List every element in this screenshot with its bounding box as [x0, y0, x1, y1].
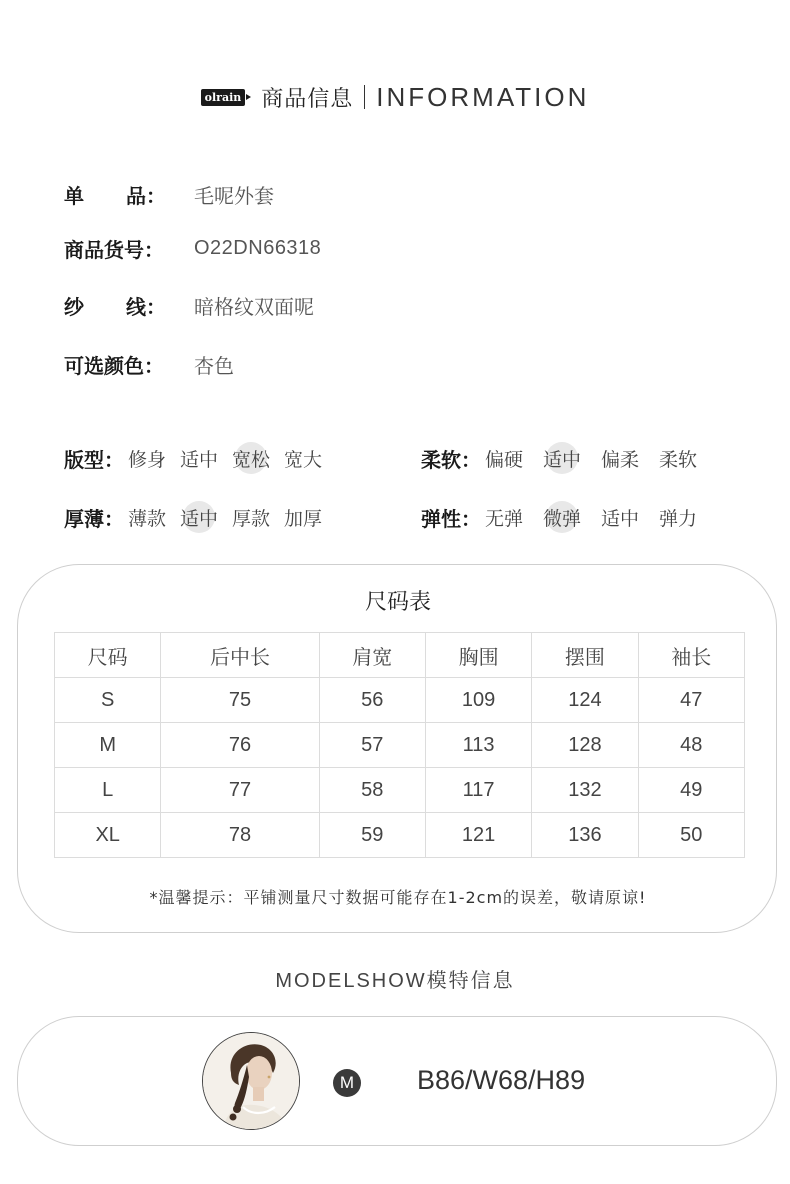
info-row-sku	[64, 233, 321, 263]
table-cell: 76	[161, 723, 319, 768]
attr-option-selected: 宽松	[232, 445, 270, 472]
size-table-header-cell: 肩宽	[319, 633, 425, 678]
attr-elasticity	[421, 502, 697, 532]
table-cell: 50	[638, 813, 744, 858]
model-section-title	[0, 964, 790, 993]
model-size-badge: M	[333, 1069, 361, 1097]
model-title-cn: 模特信息	[426, 968, 515, 992]
size-table-header-cell: 袖长	[638, 633, 744, 678]
attr-option-selected: 适中	[180, 504, 218, 531]
table-cell: 48	[638, 723, 744, 768]
attr-option: 薄款	[128, 507, 167, 530]
info-label-char: 纱	[64, 294, 84, 319]
size-table	[54, 632, 745, 858]
attr-option: 偏柔	[601, 448, 640, 471]
attr-fit	[64, 443, 322, 473]
table-cell: 124	[532, 678, 638, 723]
table-row	[55, 723, 745, 768]
attr-thickness	[64, 502, 322, 532]
size-table-header-cell: 摆围	[532, 633, 638, 678]
size-table-header	[55, 633, 745, 678]
attr-option: 适中	[180, 448, 219, 471]
table-cell: 75	[161, 678, 319, 723]
size-table-header-cell: 后中长	[161, 633, 319, 678]
attr-option-selected: 微弹	[543, 504, 581, 531]
attr-option: 加厚	[284, 507, 323, 530]
play-icon	[246, 94, 251, 100]
attr-option: 弹力	[659, 507, 698, 530]
attr-label-softness: 柔软：	[421, 447, 481, 472]
table-cell: 57	[319, 723, 425, 768]
table-cell: 113	[425, 723, 531, 768]
size-chart-note: *温馨提示：平铺测量尺寸数据可能存在1-2cm的误差，敬请原谅!	[149, 888, 647, 907]
info-label-color: 可选颜色：	[64, 353, 164, 378]
table-row	[55, 768, 745, 813]
table-cell: 121	[425, 813, 531, 858]
size-table-header-cell: 胸围	[425, 633, 531, 678]
table-cell: 109	[425, 678, 531, 723]
attr-option: 适中	[601, 507, 640, 530]
table-cell: 77	[161, 768, 319, 813]
attr-option: 修身	[128, 448, 167, 471]
table-cell: M	[55, 723, 161, 768]
attr-option: 柔软	[659, 448, 698, 471]
table-cell: S	[55, 678, 161, 723]
info-value-sku: O22DN66318	[194, 236, 322, 259]
info-label-char: 品：	[126, 183, 166, 208]
info-value-color: 杏色	[194, 353, 234, 378]
table-cell: 56	[319, 678, 425, 723]
size-chart-card	[17, 564, 777, 933]
table-cell: 78	[161, 813, 319, 858]
model-avatar	[202, 1032, 300, 1130]
info-row-yarn	[64, 290, 314, 320]
info-label-yarn	[64, 291, 166, 320]
table-cell: 47	[638, 678, 744, 723]
model-card	[17, 1016, 777, 1146]
table-cell: 132	[532, 768, 638, 813]
attr-option: 无弹	[485, 507, 524, 530]
model-measurements: B86/W68/H89	[417, 1065, 586, 1095]
attr-option: 厚款	[232, 507, 271, 530]
table-cell: 136	[532, 813, 638, 858]
info-row-color	[64, 349, 234, 379]
info-label-char: 线：	[126, 294, 166, 319]
table-cell: 117	[425, 768, 531, 813]
table-cell: 128	[532, 723, 638, 768]
attr-option-selected: 适中	[543, 445, 581, 472]
attr-option: 宽大	[284, 448, 323, 471]
header-title-en: INFORMATION	[376, 81, 590, 112]
model-photo-image	[203, 1033, 300, 1130]
attr-option: 偏硬	[485, 448, 524, 471]
info-label-sku: 商品货号：	[64, 237, 164, 262]
info-value-yarn: 暗格纹双面呢	[194, 294, 314, 319]
attr-softness	[421, 443, 697, 473]
size-chart-title: 尺码表	[364, 590, 431, 615]
table-cell: XL	[55, 813, 161, 858]
page-header	[0, 80, 790, 114]
table-cell: 58	[319, 768, 425, 813]
info-row-item	[64, 179, 274, 209]
attr-label-elasticity: 弹性：	[421, 506, 481, 531]
table-row	[55, 678, 745, 723]
table-cell: 49	[638, 768, 744, 813]
info-label-char: 单	[64, 183, 84, 208]
info-value-item: 毛呢外套	[194, 183, 274, 208]
model-title-en: MODELSHOW	[275, 970, 427, 992]
attr-label-fit: 版型：	[64, 447, 124, 472]
brand-logo	[201, 89, 252, 106]
info-label-item	[64, 180, 166, 209]
brand-logo-text: olrain	[201, 89, 246, 106]
size-table-header-cell: 尺码	[55, 633, 161, 678]
attr-label-thickness: 厚薄：	[64, 506, 124, 531]
table-row	[55, 813, 745, 858]
table-cell: 59	[319, 813, 425, 858]
header-title-cn: 商品信息	[261, 86, 354, 112]
table-cell: L	[55, 768, 161, 813]
header-divider	[364, 85, 365, 109]
